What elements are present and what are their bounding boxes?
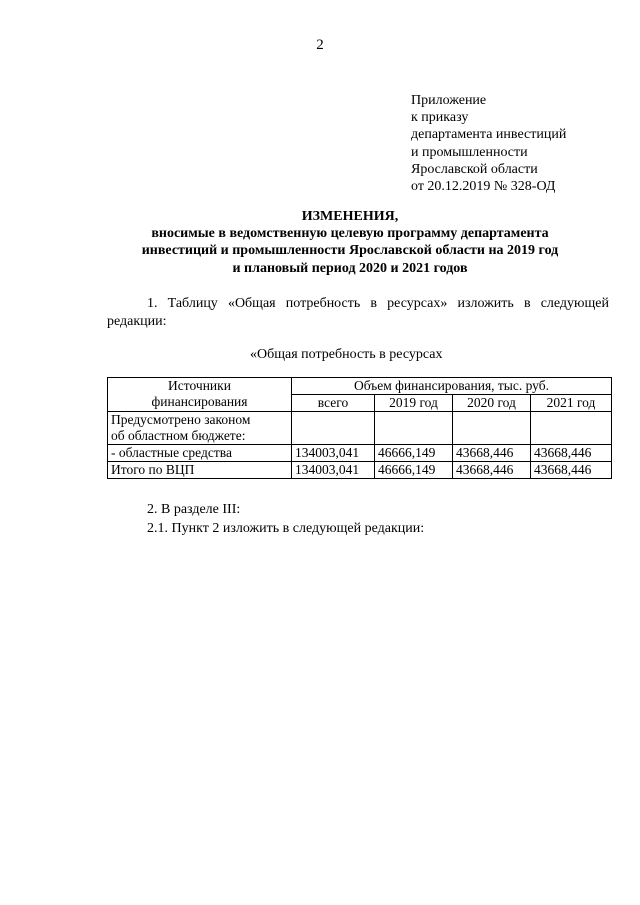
table-header-row bbox=[108, 378, 612, 395]
appendix-line: Приложение bbox=[411, 93, 487, 108]
paragraph-1-line: редакции: bbox=[107, 313, 167, 329]
table-cell: 134003,041 bbox=[292, 462, 375, 479]
table-row bbox=[108, 412, 612, 445]
appendix-line: от 20.12.2019 № 328-ОД bbox=[411, 179, 556, 195]
row-label-cell bbox=[108, 412, 292, 445]
table-cell bbox=[531, 412, 612, 445]
header-col-2019: 2019 год bbox=[375, 395, 453, 412]
appendix-line: к приказу bbox=[411, 110, 469, 126]
appendix-line: департамента инвестиций bbox=[411, 127, 567, 143]
appendix-line: и промышленности bbox=[411, 144, 528, 160]
title-line: ИЗМЕНЕНИЯ, bbox=[301, 209, 399, 224]
table-cell: 43668,446 bbox=[531, 462, 612, 479]
table-cell: 43668,446 bbox=[453, 462, 531, 479]
title-line: инвестиций и промышленности Ярославской области на 2019 год bbox=[141, 243, 559, 259]
table-cell: 43668,446 bbox=[453, 445, 531, 462]
row-label-line: Предусмотрено законом bbox=[111, 412, 251, 427]
appendix-block bbox=[411, 92, 566, 195]
header-source-line: Источники bbox=[168, 378, 231, 393]
table-cell bbox=[292, 412, 375, 445]
paragraph-1 bbox=[107, 295, 609, 330]
paragraph-1-line: 1. Таблицу «Общая потребность в ресурсах» изложить в следующей bbox=[147, 296, 609, 311]
table-cell: 46666,149 bbox=[375, 445, 453, 462]
header-source-cell bbox=[108, 378, 292, 412]
table-cell: 134003,041 bbox=[292, 445, 375, 462]
appendix-line: Ярославской области bbox=[411, 161, 538, 177]
row-label-cell: - областные средства bbox=[108, 445, 292, 462]
table-row bbox=[108, 445, 612, 462]
header-col-2020: 2020 год bbox=[453, 395, 531, 412]
title-line: и плановый период 2020 и 2021 годов bbox=[232, 260, 468, 276]
table-cell: 46666,149 bbox=[375, 462, 453, 479]
table-cell bbox=[375, 412, 453, 445]
row-label-cell: Итого по ВЦП bbox=[108, 462, 292, 479]
header-col-2021: 2021 год bbox=[531, 395, 612, 412]
header-volume-cell: Объем финансирования, тыс. руб. bbox=[292, 378, 612, 395]
page-number: 2 bbox=[316, 37, 324, 53]
item-2-1: 2.1. Пункт 2 изложить в следующей редакции: bbox=[147, 521, 425, 536]
table-cell bbox=[453, 412, 531, 445]
row-label-line: об областном бюджете: bbox=[111, 428, 246, 443]
table-title: «Общая потребность в ресурсах bbox=[250, 347, 443, 362]
table-row bbox=[108, 462, 612, 479]
table-cell: 43668,446 bbox=[531, 445, 612, 462]
title-line: вносимые в ведомственную целевую программу департамента bbox=[151, 226, 549, 242]
document-title bbox=[100, 208, 600, 277]
header-source-line: финансирования bbox=[151, 394, 248, 409]
item-2: 2. В разделе III: bbox=[147, 502, 241, 517]
financing-table bbox=[107, 377, 612, 479]
header-col-total: всего bbox=[292, 395, 375, 412]
